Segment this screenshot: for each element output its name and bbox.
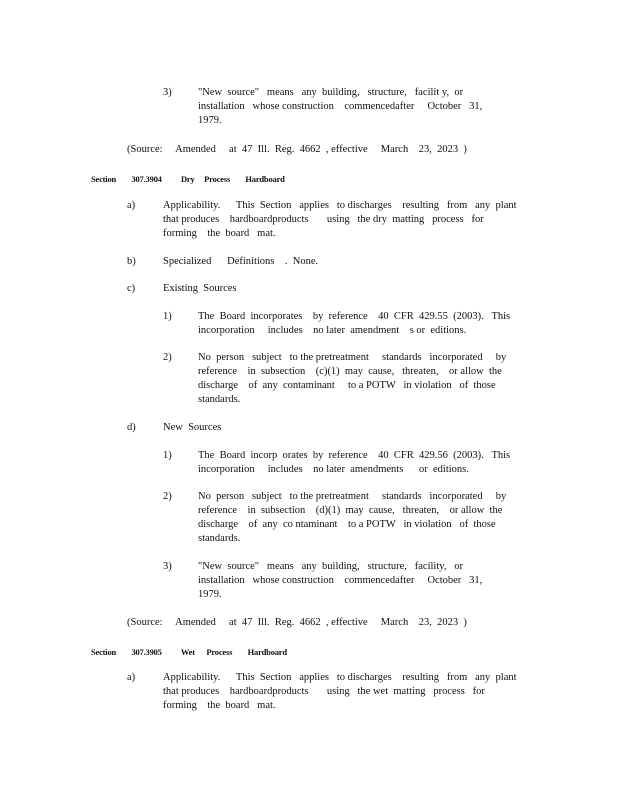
item-number: b): [127, 256, 136, 267]
item-line: Specialized Definitions . None.: [163, 256, 319, 267]
item-line: standards.: [198, 533, 241, 544]
item-line: incorporation includes no later amendments or editions.: [198, 464, 469, 475]
item-number: 1): [163, 450, 172, 461]
item-line: Applicability. This Section applies to discharges resulting from any plant: [163, 672, 517, 683]
item-line: Applicability. This Section applies to discharges resulting from any plant: [163, 200, 517, 211]
item-line: 1979.: [198, 115, 222, 126]
item-line: incorporation includes no later amendment s or editions.: [198, 325, 467, 336]
item-number: a): [127, 200, 136, 211]
item-number: 2): [163, 491, 172, 502]
item-number: 1): [163, 311, 172, 322]
item-line: reference in subsection (d)(1) may cause, threaten, or allow the: [198, 505, 503, 516]
item-line: Existing Sources: [163, 283, 237, 294]
item-number: 2): [163, 352, 172, 363]
item-line: discharge of any contaminant to a POTW in violation of those: [198, 380, 496, 391]
item-line: that produces hardboardproducts using the dry matting process for: [163, 214, 484, 225]
item-line: forming the board mat.: [163, 700, 276, 711]
item-line: that produces hardboardproducts using the wet matting process for: [163, 686, 485, 697]
item-line: No person subject to the pretreatment standards incorporated by: [198, 491, 507, 502]
section-heading: Section 307.3904 Dry Process Hardboard: [91, 174, 285, 184]
item-line: New Sources: [163, 422, 222, 433]
item-line: discharge of any co ntaminant to a POTW in violation of those: [198, 519, 496, 530]
item-number: a): [127, 672, 136, 683]
item-line: The Board incorporates by reference 40 CFR 429.55 (2003). This: [198, 311, 511, 322]
item-line: standards.: [198, 394, 241, 405]
item-number: 3): [163, 87, 172, 98]
item-line: forming the board mat.: [163, 228, 276, 239]
item-number: c): [127, 283, 136, 294]
item-number: 3): [163, 561, 172, 572]
section-heading: Section 307.3905 Wet Process Hardboard: [91, 647, 287, 657]
item-line: "New source" means any building, structure, facility, or: [198, 561, 464, 572]
item-line: No person subject to the pretreatment standards incorporated by: [198, 352, 507, 363]
item-line: reference in subsection (c)(1) may cause, threaten, or allow the: [198, 366, 502, 377]
source-note: (Source: Amended at 47 Ill. Reg. 4662 , effective March 23, 2023 ): [127, 617, 467, 628]
item-number: d): [127, 422, 136, 433]
item-line: "New source" means any building, structure, facilit y, or: [198, 87, 464, 98]
item-line: installation whose construction commencedafter October 31,: [198, 101, 483, 112]
item-line: The Board incorp orates by reference 40 CFR 429.56 (2003). This: [198, 450, 511, 461]
item-line: installation whose construction commencedafter October 31,: [198, 575, 483, 586]
paragraph-item: [0, 671, 517, 755]
source-note: (Source: Amended at 47 Ill. Reg. 4662 , effective March 23, 2023 ): [127, 144, 467, 155]
item-line: 1979.: [198, 589, 222, 600]
